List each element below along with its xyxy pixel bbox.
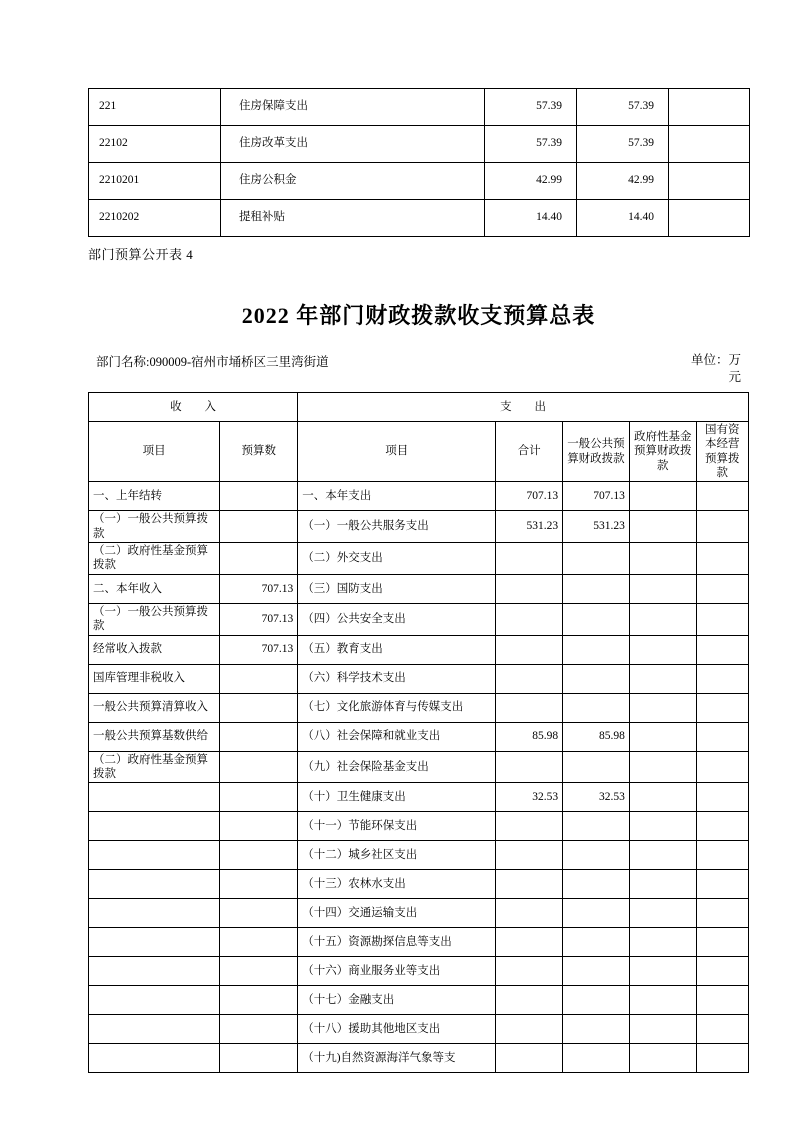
cell-value-2: 57.39	[577, 126, 669, 163]
cell-total: 707.13	[496, 482, 563, 511]
cell-total	[496, 603, 563, 635]
cell-total: 85.98	[496, 722, 563, 751]
cell-income-item	[89, 899, 220, 928]
cell-sc	[696, 783, 748, 812]
cell-income-value	[220, 751, 298, 783]
cell-gf	[629, 482, 696, 511]
cell-sc	[696, 603, 748, 635]
cell-income-item	[89, 870, 220, 899]
cell-income-item	[89, 986, 220, 1015]
table-row	[89, 722, 749, 751]
cell-name: 提租补贴	[221, 200, 485, 237]
table-row	[89, 511, 749, 543]
table-row	[89, 664, 749, 693]
unit-note-line1: 单位：万	[690, 353, 741, 367]
cell-gpb: 707.13	[563, 482, 630, 511]
table-row	[89, 783, 749, 812]
cell-expense-item: （十八）援助其他地区支出	[298, 1015, 496, 1044]
cell-income-value	[220, 928, 298, 957]
cell-total	[496, 812, 563, 841]
cell-income-value	[220, 957, 298, 986]
cell-expense-item: （四）公共安全支出	[298, 603, 496, 635]
cell-income-item: （二）政府性基金预算拨款	[89, 543, 220, 575]
cell-income-value	[220, 722, 298, 751]
cell-income-value: 707.13	[220, 635, 298, 664]
cell-gpb	[563, 841, 630, 870]
cell-total	[496, 957, 563, 986]
cell-value-3	[669, 89, 750, 126]
cell-gf	[629, 751, 696, 783]
table-row	[89, 163, 750, 200]
cell-expense-item: （十四）交通运输支出	[298, 899, 496, 928]
cell-value-1: 57.39	[485, 126, 577, 163]
table-row	[89, 899, 749, 928]
cell-expense-item: 一、本年支出	[298, 482, 496, 511]
fiscal-budget-table	[88, 392, 749, 1074]
table-group-header-row	[89, 392, 749, 421]
cell-value-1: 57.39	[485, 89, 577, 126]
cell-gf	[629, 1015, 696, 1044]
cell-expense-item: （十七）金融支出	[298, 986, 496, 1015]
table-row	[89, 928, 749, 957]
cell-income-item	[89, 1015, 220, 1044]
cell-expense-item: （十六）商业服务业等支出	[298, 957, 496, 986]
cell-sc	[696, 543, 748, 575]
cell-total	[496, 635, 563, 664]
table-row	[89, 1044, 749, 1073]
cell-expense-item: （十）卫生健康支出	[298, 783, 496, 812]
cell-name: 住房改革支出	[221, 126, 485, 163]
cell-income-value: 707.13	[220, 574, 298, 603]
cell-income-value	[220, 986, 298, 1015]
cell-gf	[629, 722, 696, 751]
cell-gpb: 32.53	[563, 783, 630, 812]
cell-sc	[696, 1015, 748, 1044]
cell-income-item	[89, 957, 220, 986]
cell-value-2: 42.99	[577, 163, 669, 200]
cell-value-3	[669, 126, 750, 163]
cell-income-item	[89, 928, 220, 957]
cell-total	[496, 543, 563, 575]
cell-sc	[696, 986, 748, 1015]
cell-gf	[629, 543, 696, 575]
cell-income-value	[220, 870, 298, 899]
cell-income-value	[220, 482, 298, 511]
cell-total	[496, 986, 563, 1015]
cell-gpb: 531.23	[563, 511, 630, 543]
cell-expense-item: （十九)自然资源海洋气象等支	[298, 1044, 496, 1073]
continued-budget-table	[88, 88, 750, 237]
cell-code: 22102	[89, 126, 221, 163]
table-caption: 部门预算公开表 4	[88, 247, 194, 262]
table-row	[89, 89, 750, 126]
cell-total	[496, 693, 563, 722]
continued-table-body	[89, 89, 750, 237]
cell-total	[496, 1044, 563, 1073]
cell-value-1: 14.40	[485, 200, 577, 237]
cell-expense-item: （六）科学技术支出	[298, 664, 496, 693]
table-row	[89, 574, 749, 603]
cell-gf	[629, 986, 696, 1015]
cell-sc	[696, 928, 748, 957]
cell-income-item: （一）一般公共预算拨款	[89, 603, 220, 635]
table-row	[89, 957, 749, 986]
cell-gf	[629, 693, 696, 722]
cell-income-item: 二、本年收入	[89, 574, 220, 603]
header-total: 合计	[496, 421, 563, 482]
cell-gf	[629, 574, 696, 603]
cell-sc	[696, 574, 748, 603]
cell-gf	[629, 1044, 696, 1073]
cell-gf	[629, 899, 696, 928]
cell-total	[496, 928, 563, 957]
cell-income-item: （二）政府性基金预算拨款	[89, 751, 220, 783]
cell-total	[496, 899, 563, 928]
cell-gf	[629, 870, 696, 899]
cell-expense-item: （二）外交支出	[298, 543, 496, 575]
cell-gpb	[563, 574, 630, 603]
cell-income-item	[89, 1044, 220, 1073]
cell-income-item: 经常收入拨款	[89, 635, 220, 664]
page-title: 2022 年部门财政拨款收支预算总表	[241, 303, 596, 328]
cell-sc	[696, 664, 748, 693]
unit-note-line2: 元	[728, 369, 741, 384]
header-general-public-budget: 一般公共预算财政拨款	[563, 421, 630, 482]
cell-gpb	[563, 812, 630, 841]
cell-expense-item: （九）社会保险基金支出	[298, 751, 496, 783]
cell-code: 2210201	[89, 163, 221, 200]
cell-income-value	[220, 511, 298, 543]
department-name: 部门名称:090009-宿州市埇桥区三里湾街道	[96, 355, 329, 369]
cell-gpb	[563, 751, 630, 783]
cell-sc	[696, 812, 748, 841]
cell-gf	[629, 664, 696, 693]
cell-name: 住房保障支出	[221, 89, 485, 126]
cell-expense-item: （十一）节能环保支出	[298, 812, 496, 841]
cell-total: 531.23	[496, 511, 563, 543]
cell-sc	[696, 482, 748, 511]
cell-sc	[696, 870, 748, 899]
cell-total	[496, 574, 563, 603]
cell-gf	[629, 783, 696, 812]
cell-sc	[696, 899, 748, 928]
cell-total	[496, 870, 563, 899]
cell-expense-item: （十三）农林水支出	[298, 870, 496, 899]
cell-code: 221	[89, 89, 221, 126]
cell-gpb	[563, 870, 630, 899]
cell-gpb	[563, 635, 630, 664]
cell-income-item: 一、上年结转	[89, 482, 220, 511]
cell-sc	[696, 841, 748, 870]
table-row	[89, 482, 749, 511]
cell-value-2: 57.39	[577, 89, 669, 126]
cell-sc	[696, 957, 748, 986]
cell-expense-item: （十二）城乡社区支出	[298, 841, 496, 870]
cell-sc	[696, 751, 748, 783]
cell-code: 2210202	[89, 200, 221, 237]
cell-income-value	[220, 543, 298, 575]
cell-income-value	[220, 693, 298, 722]
cell-income-value	[220, 899, 298, 928]
cell-gf	[629, 841, 696, 870]
cell-gpb	[563, 693, 630, 722]
cell-gf	[629, 957, 696, 986]
cell-income-value	[220, 1044, 298, 1073]
cell-income-item: 国库管理非税收入	[89, 664, 220, 693]
header-state-capital-budget: 国有资本经营预算拨款	[696, 421, 748, 482]
table-row	[89, 812, 749, 841]
table-row	[89, 751, 749, 783]
cell-gpb	[563, 986, 630, 1015]
cell-gpb	[563, 1044, 630, 1073]
cell-total	[496, 664, 563, 693]
cell-income-value	[220, 664, 298, 693]
cell-income-value	[220, 1015, 298, 1044]
table-row	[89, 841, 749, 870]
table-row	[89, 126, 750, 163]
cell-gpb	[563, 543, 630, 575]
budget-table-body	[89, 392, 749, 1073]
cell-gpb: 85.98	[563, 722, 630, 751]
table-row	[89, 1015, 749, 1044]
cell-expense-item: （三）国防支出	[298, 574, 496, 603]
header-govt-fund-budget: 政府性基金预算财政拨款	[629, 421, 696, 482]
cell-gf	[629, 603, 696, 635]
table-meta	[88, 352, 749, 386]
cell-gf	[629, 812, 696, 841]
cell-gpb	[563, 899, 630, 928]
header-income-item: 项目	[89, 421, 220, 482]
header-expense-item: 项目	[298, 421, 496, 482]
cell-sc	[696, 635, 748, 664]
cell-gpb	[563, 603, 630, 635]
cell-expense-item: （十五）资源勘探信息等支出	[298, 928, 496, 957]
cell-expense-item: （七）文化旅游体育与传媒支出	[298, 693, 496, 722]
cell-sc	[696, 693, 748, 722]
unit-note	[671, 352, 749, 386]
cell-income-item	[89, 841, 220, 870]
header-income-group: 收 入	[89, 392, 298, 421]
table-row	[89, 635, 749, 664]
cell-total	[496, 751, 563, 783]
cell-gf	[629, 511, 696, 543]
cell-income-item	[89, 812, 220, 841]
cell-income-value	[220, 812, 298, 841]
cell-sc	[696, 1044, 748, 1073]
header-income-budget: 预算数	[220, 421, 298, 482]
cell-value-1: 42.99	[485, 163, 577, 200]
cell-sc	[696, 511, 748, 543]
cell-income-value	[220, 841, 298, 870]
cell-total	[496, 1015, 563, 1044]
cell-income-item: 一般公共预算清算收入	[89, 693, 220, 722]
cell-sc	[696, 722, 748, 751]
cell-income-value	[220, 783, 298, 812]
header-expense-group: 支 出	[298, 392, 749, 421]
cell-total: 32.53	[496, 783, 563, 812]
table-row	[89, 603, 749, 635]
cell-name: 住房公积金	[221, 163, 485, 200]
cell-income-item	[89, 783, 220, 812]
cell-value-3	[669, 200, 750, 237]
cell-income-item: （一）一般公共预算拨款	[89, 511, 220, 543]
cell-gpb	[563, 928, 630, 957]
table-header-row	[89, 421, 749, 482]
cell-expense-item: （八）社会保障和就业支出	[298, 722, 496, 751]
cell-value-2: 14.40	[577, 200, 669, 237]
cell-income-item: 一般公共预算基数供给	[89, 722, 220, 751]
table-row	[89, 693, 749, 722]
cell-value-3	[669, 163, 750, 200]
table-row	[89, 986, 749, 1015]
table-row	[89, 543, 749, 575]
cell-gf	[629, 928, 696, 957]
cell-total	[496, 841, 563, 870]
table-row	[89, 200, 750, 237]
cell-gf	[629, 635, 696, 664]
cell-gpb	[563, 1015, 630, 1044]
cell-expense-item: （一）一般公共服务支出	[298, 511, 496, 543]
table-row	[89, 870, 749, 899]
cell-gpb	[563, 957, 630, 986]
cell-gpb	[563, 664, 630, 693]
cell-expense-item: （五）教育支出	[298, 635, 496, 664]
cell-income-value: 707.13	[220, 603, 298, 635]
